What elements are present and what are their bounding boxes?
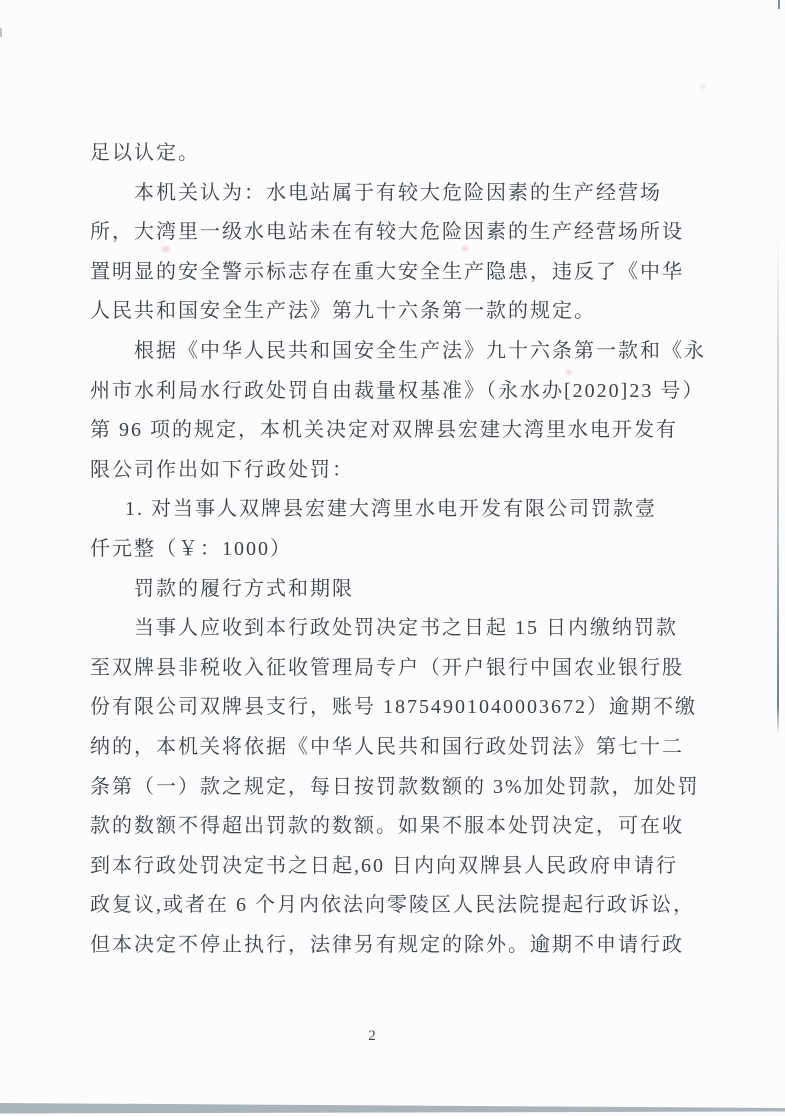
scan-speck (162, 246, 170, 252)
scan-speck (462, 246, 468, 251)
document-line: 置明显的安全警示标志存在重大安全生产隐患，违反了《中华 (90, 260, 684, 283)
scan-speck (566, 370, 572, 375)
document-line: 根据《中华人民共和国安全生产法》九十六条第一款和《永 (134, 339, 706, 362)
document-line: 当事人应收到本行政处罚决定书之日起 15 日内缴纳罚款 (134, 617, 678, 640)
document-line: 条第（一）款之规定，每日按罚款数额的 3%加处罚款，加处罚 (90, 775, 700, 798)
document-line: 第 96 项的规定，本机关决定对双牌县宏建大湾里水电开发有 (90, 419, 678, 442)
document-line: 罚款的履行方式和期限 (134, 577, 354, 600)
document-line: 人民共和国安全生产法》第九十六条第一款的规定。 (90, 300, 596, 323)
document-line: 款的数额不得超出罚款的数额。如果不服本处罚决定，可在收 (90, 815, 684, 838)
document-line: 限公司作出如下行政处罚： (90, 458, 354, 481)
document-line: 所，大湾里一级水电站未在有较大危险因素的生产经营场所设 (90, 221, 684, 244)
document-line: 政复议,或者在 6 个月内依法向零陵区人民法院提起行政诉讼， (90, 894, 695, 917)
scan-edge-artifact (778, 0, 780, 9)
document-line: 本机关认为：水电站属于有较大危险因素的生产经营场 (134, 181, 662, 204)
scan-edge-artifact (0, 28, 2, 37)
document-body-text (90, 134, 706, 965)
document-line: 份有限公司双牌县支行，账号 18754901040003672）逾期不缴 (90, 696, 697, 719)
scan-edge-artifact (777, 230, 779, 735)
document-line: 1. 对当事人双牌县宏建大湾里水电开发有限公司罚款壹 (125, 498, 657, 521)
page-number: 2 (368, 1028, 376, 1044)
document-line: 到本行政处罚决定书之日起,60 日内向双牌县人民政府申请行 (90, 854, 678, 877)
document-line: 至双牌县非税收入征收管理局专户（开户银行中国农业银行股 (90, 656, 684, 679)
scan-speck (700, 84, 706, 89)
document-line: 足以认定。 (90, 142, 200, 164)
document-line: 仟元整（￥：1000） (90, 537, 292, 560)
scan-bottom-shadow (0, 1102, 785, 1116)
document-line: 纳的，本机关将依据《中华人民共和国行政处罚法》第七十二 (90, 735, 684, 758)
document-line: 州市水利局水行政处罚自由裁量权基准》（永水办[2020]23 号） (90, 379, 705, 402)
document-line: 但本决定不停止执行，法律另有规定的除外。逾期不申请行政 (90, 933, 684, 956)
